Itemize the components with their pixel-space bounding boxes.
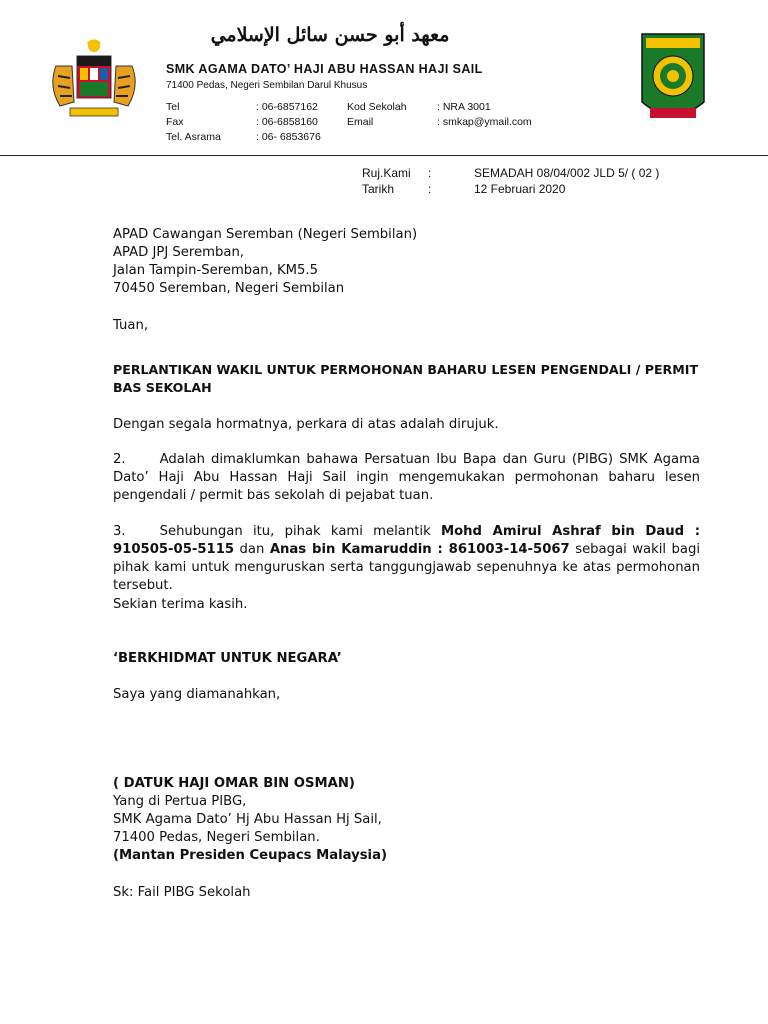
ruj-label: Ruj.Kami [362, 166, 411, 180]
kod-sekolah-label: Kod Sekolah [347, 101, 407, 113]
paragraph-3-number: 3. [113, 524, 126, 539]
recipient-line: Jalan Tampin-Seremban, KM5.5 [113, 263, 318, 278]
date-separator: : [428, 182, 432, 196]
carbon-copy: Sk: Fail PIBG Sekolah [113, 885, 251, 900]
signatory-org: SMK Agama Dato’ Hj Abu Hassan Hj Sail, [113, 812, 382, 827]
paragraph-1: Dengan segala hormatnya, perkara di atas adalah dirujuk. [113, 417, 499, 432]
tel-value: : 06-6857162 [256, 101, 318, 113]
motto: ‘BERKHIDMAT UNTUK NEGARA’ [113, 651, 342, 666]
date-label: Tarikh [362, 182, 395, 196]
representative-1-name: Mohd Amirul Ashraf bin Daud [440, 524, 685, 539]
email-label: Email [347, 116, 374, 128]
paragraph-3-text: sebagai wakil bagi pihak kami untuk menguruskan serta tanggungjawab sepenuhnya ke atas permohonan tersebut. [113, 542, 700, 593]
recipient-line: APAD JPJ Seremban, [113, 245, 244, 260]
representative-2-ic: 861003-14-5067 [448, 542, 570, 557]
closing: Sekian terima kasih. [113, 597, 248, 612]
signatory-title: Yang di Pertua PIBG, [113, 794, 247, 809]
tel-asrama-label: Tel. Asrama [166, 131, 221, 143]
conjunction: dan [234, 542, 270, 557]
signatory-address: 71400 Pedas, Negeri Sembilan. [113, 830, 320, 845]
tel-label: Tel [166, 101, 180, 113]
paragraph-2-text: Adalah dimaklumkan bahawa Persatuan Ibu Bapa dan Guru (PIBG) SMK Agama Dato’ Haji Abu Hassan Haji Sail ingin mengemukakan permohonan baharu lesen pengendali / permit bas sekolah di pejabat tuan. [113, 452, 700, 503]
paragraph-3-text: Sehubungan itu, pihak kami melantik [159, 524, 441, 539]
school-crest-icon [640, 32, 706, 128]
school-name: SMK AGAMA DATO’ HAJI ABU HASSAN HAJI SAIL [166, 62, 483, 76]
ruj-value: SEMADAH 08/04/002 JLD 5/ ( 02 ) [474, 166, 660, 180]
kod-sekolah-value: : NRA 3001 [437, 101, 491, 113]
paragraph-2 [113, 451, 700, 505]
paragraph-2-number: 2. [113, 452, 126, 467]
fax-label: Fax [166, 116, 184, 128]
recipient-line: 70450 Seremban, Negeri Sembilan [113, 281, 345, 296]
signatory-note: (Mantan Presiden Ceupacs Malaysia) [113, 848, 388, 863]
date-value: 12 Februari 2020 [474, 182, 566, 196]
signatory-name: ( DATUK HAJI OMAR BIN OSMAN) [113, 776, 355, 791]
ruj-separator: : [428, 166, 432, 180]
tel-asrama-value: : 06- 6853676 [256, 131, 321, 143]
fax-value: : 06-6858160 [256, 116, 318, 128]
subject-line-1: PERLANTIKAN WAKIL UNTUK PERMOHONAN BAHARU LESEN PENGENDALI / PERMIT [113, 362, 699, 377]
representative-1-ic: 910505-05-5115 [113, 542, 235, 557]
colon: : [431, 542, 449, 557]
arabic-school-name: معهد أبو حسن سائل الإسلامي [210, 24, 450, 46]
signoff: Saya yang diamanahkan, [113, 687, 281, 702]
colon: : [684, 524, 700, 539]
email-value: : smkap@ymail.com [437, 116, 532, 128]
salutation: Tuan, [113, 318, 149, 333]
representative-2-name: Anas bin Kamaruddin [269, 542, 432, 557]
paragraph-3 [113, 523, 700, 595]
school-address: 71400 Pedas, Negeri Sembilan Darul Khusus [166, 80, 368, 91]
subject-line-2: BAS SEKOLAH [113, 380, 212, 395]
recipient-line: APAD Cawangan Seremban (Negeri Sembilan) [113, 227, 418, 242]
malaysia-coat-of-arms-icon [44, 36, 144, 126]
letterhead-divider [0, 155, 768, 156]
